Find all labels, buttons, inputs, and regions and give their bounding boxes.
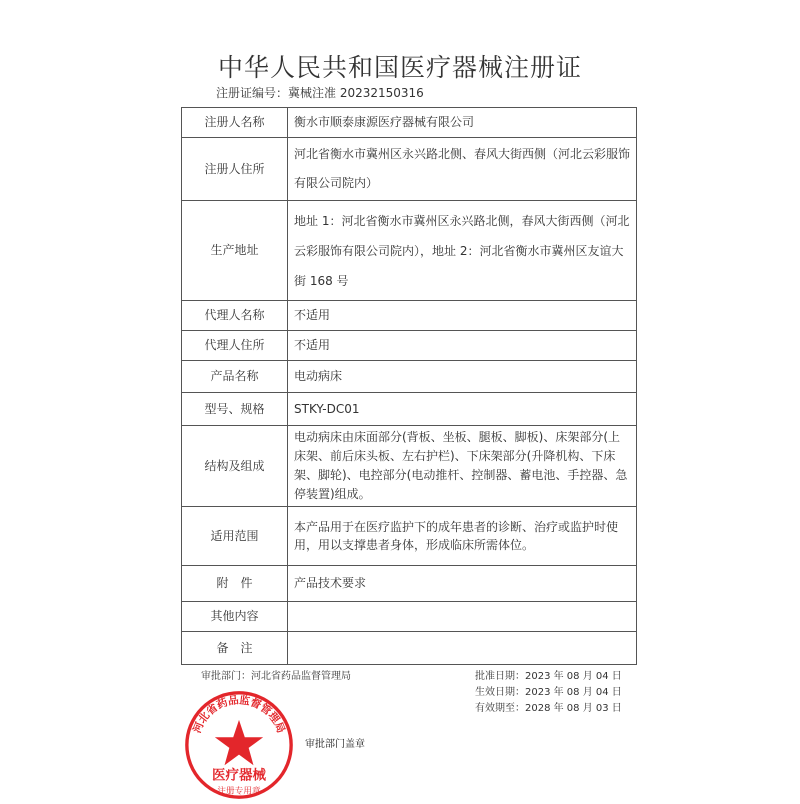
table-row	[182, 331, 637, 361]
row-value: 地址 1：河北省衡水市冀州区永兴路北侧，春风大街西侧（河北云彩服饰有限公司院内），地址 2：河北省衡水市冀州区友谊大街 168 号	[288, 201, 637, 301]
row-label: 产品名称	[182, 361, 288, 393]
table-row	[182, 108, 637, 138]
row-value: 电动病床由床面部分(背板、坐板、腿板、脚板)、床架部分(上床架、前后床头板、左右护栏)、下床架部分(升降机构、下床架、脚轮)、电控部分(电动推杆、控制器、蓄电池、手控器、急停装置)组成。	[288, 426, 637, 507]
reg-label: 注册证编号：	[216, 86, 289, 100]
approval-department: 审批部门：河北省药品监督管理局	[201, 671, 351, 682]
certificate-body	[181, 107, 637, 804]
table-row	[182, 566, 637, 602]
row-label: 注册人住所	[182, 138, 288, 201]
svg-text:河北省药品监督管理局: 河北省药品监督管理局	[190, 693, 288, 735]
row-value: 河北省衡水市冀州区永兴路北侧、春风大街西侧（河北云彩服饰有限公司院内）	[288, 138, 637, 201]
certificate-table	[181, 107, 637, 665]
svg-text:医疗器械: 医疗器械	[212, 767, 266, 784]
official-seal	[183, 689, 295, 801]
row-value: 不适用	[288, 301, 637, 331]
row-value	[288, 632, 637, 665]
row-value: 产品技术要求	[288, 566, 637, 602]
row-value: 电动病床	[288, 361, 637, 393]
table-row	[182, 301, 637, 331]
table-row	[182, 426, 637, 507]
seal-label: 审批部门盖章	[305, 739, 365, 750]
row-value: 不适用	[288, 331, 637, 361]
expiry-date: 有效期至：2028 年 08 月 03 日	[475, 703, 622, 714]
table-row	[182, 361, 637, 393]
registration-number	[216, 84, 424, 101]
table-row	[182, 602, 637, 632]
row-label: 其他内容	[182, 602, 288, 632]
table-row	[182, 632, 637, 665]
row-label: 注册人名称	[182, 108, 288, 138]
row-label: 代理人名称	[182, 301, 288, 331]
row-label: 附 件	[182, 566, 288, 602]
row-value: 衡水市顺泰康源医疗器械有限公司	[288, 108, 637, 138]
table-row	[182, 138, 637, 201]
document-title: 中华人民共和国医疗器械注册证	[217, 53, 582, 82]
row-value: 本产品用于在医疗监护下的成年患者的诊断、治疗或监护时使用，用以支撑患者身体，形成临床所需体位。	[288, 507, 637, 566]
row-value: STKY-DC01	[288, 393, 637, 426]
row-label: 生产地址	[182, 201, 288, 301]
row-label: 代理人住所	[182, 331, 288, 361]
row-value	[288, 602, 637, 632]
table-row	[182, 201, 637, 301]
row-label: 备 注	[182, 632, 288, 665]
effective-date: 生效日期：2023 年 08 月 04 日	[475, 687, 622, 698]
svg-text:注册专用章: 注册专用章	[217, 786, 261, 797]
table-row	[182, 507, 637, 566]
certificate-footer	[181, 669, 637, 804]
row-label: 结构及组成	[182, 426, 288, 507]
table-row	[182, 393, 637, 426]
row-label: 型号、规格	[182, 393, 288, 426]
row-label: 适用范围	[182, 507, 288, 566]
reg-value: 冀械注准 20232150316	[288, 86, 424, 100]
approval-date: 批准日期：2023 年 08 月 04 日	[475, 671, 622, 682]
